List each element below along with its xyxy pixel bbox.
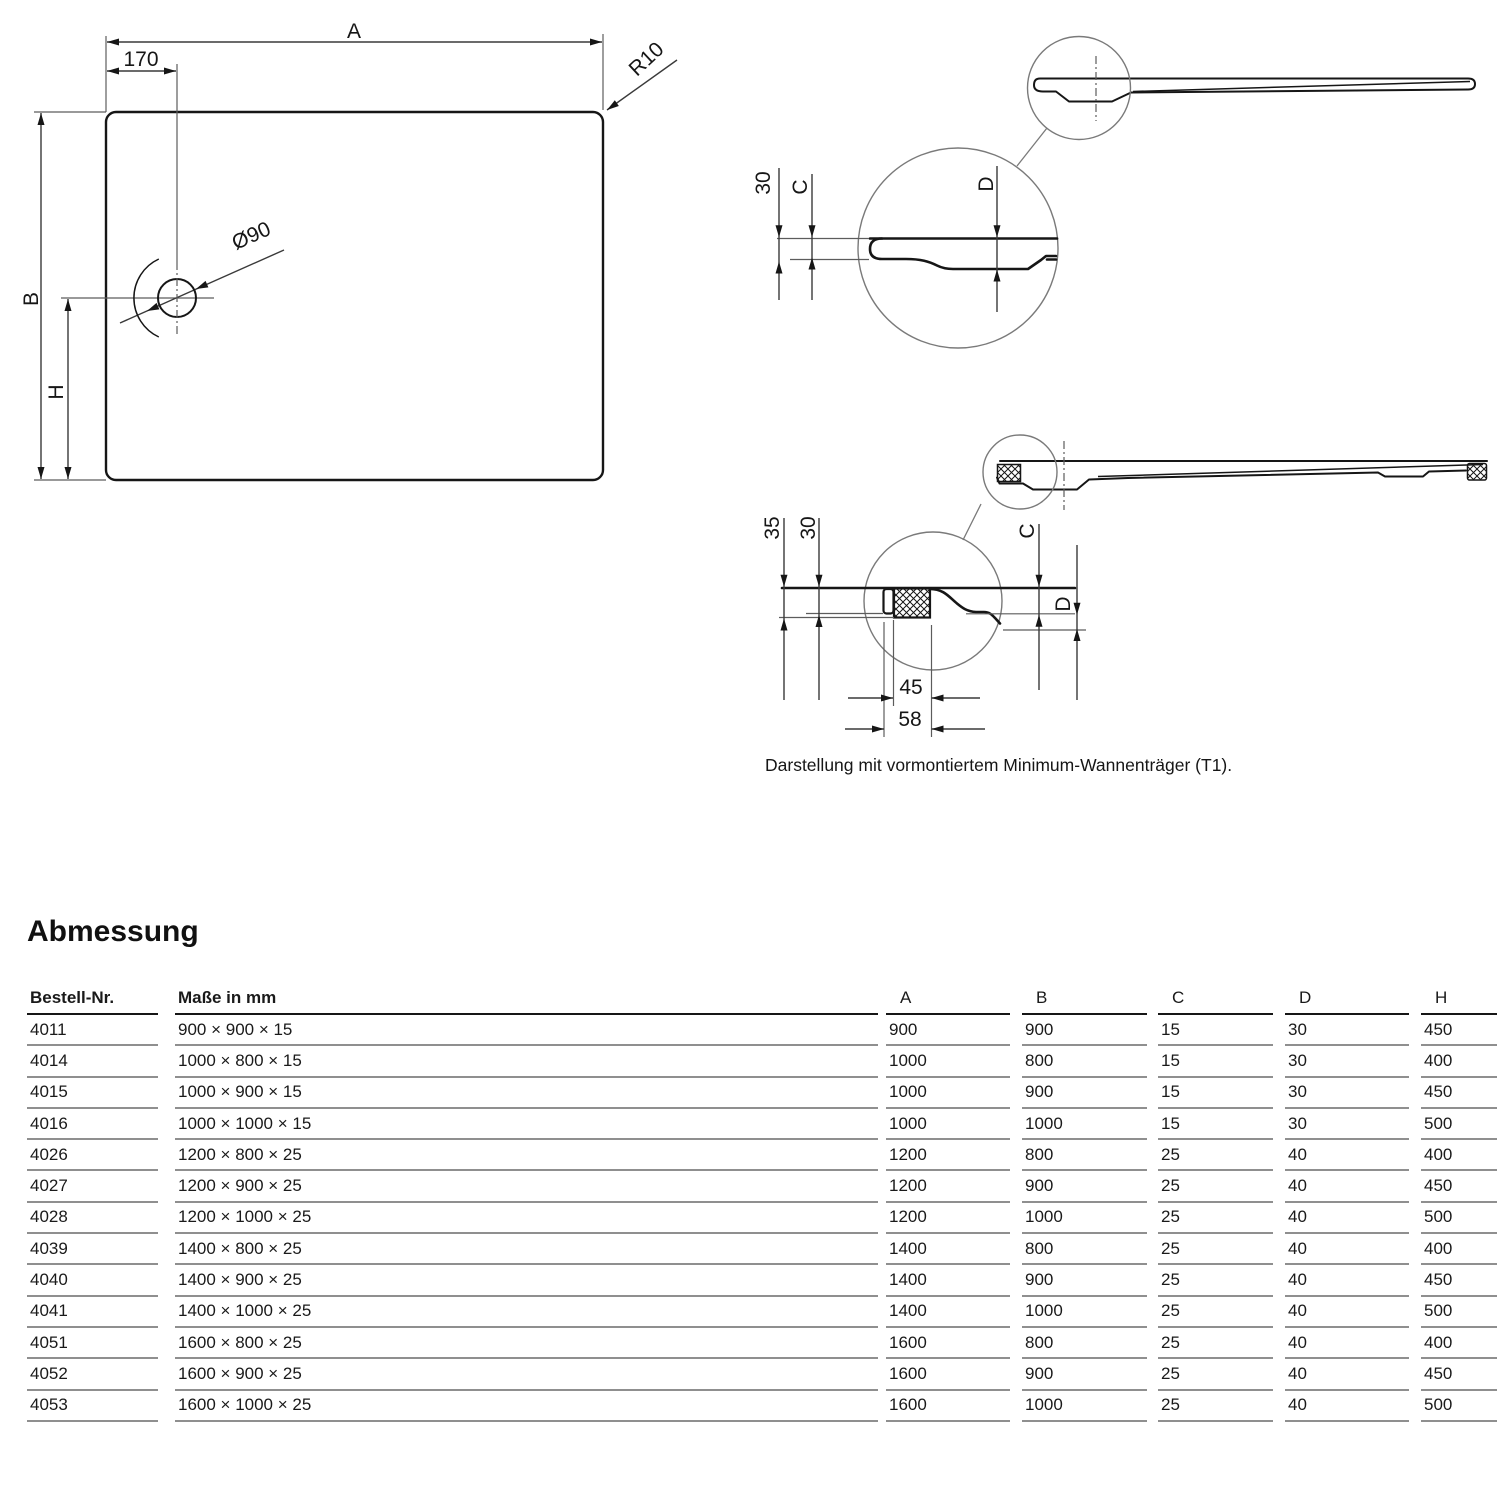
tray-profile: [1034, 79, 1475, 102]
table-cell: 25: [1158, 1203, 1273, 1234]
table-cell: 25: [1158, 1140, 1273, 1171]
magnified-edge-profile: [870, 239, 1057, 270]
table-cell: 1200 × 800 × 25: [175, 1140, 878, 1171]
table-cell: 25: [1158, 1265, 1273, 1296]
s2-extension-lines: [779, 614, 1086, 738]
table-cell: 4041: [27, 1297, 158, 1328]
table-cell: 40: [1285, 1328, 1409, 1359]
table-row: [27, 1359, 1497, 1390]
table-cell: 30: [1285, 1015, 1409, 1046]
table-cell: 1200: [886, 1171, 1010, 1202]
column-header-d: D: [1285, 985, 1409, 1015]
s2-dim-label-d: D: [1052, 596, 1075, 612]
table-cell: 4028: [27, 1203, 158, 1234]
detail-circle-large: [858, 148, 1058, 348]
plan-arrowheads: [38, 39, 619, 480]
table-cell: 4053: [27, 1391, 158, 1422]
table-cell: 1000: [886, 1109, 1010, 1140]
dimensions-section: [0, 915, 1500, 1422]
table-cell: 800: [1022, 1046, 1147, 1077]
column-header-bestell-nr: Bestell-Nr.: [27, 985, 158, 1015]
table-cell: 25: [1158, 1234, 1273, 1265]
table-cell: 4026: [27, 1140, 158, 1171]
table-cell: 1000 × 1000 × 15: [175, 1109, 878, 1140]
table-cell: 1000 × 900 × 15: [175, 1078, 878, 1109]
table-cell: 1000 × 800 × 15: [175, 1046, 878, 1077]
table-cell: 450: [1421, 1359, 1497, 1390]
table-cell: 500: [1421, 1109, 1497, 1140]
table-cell: 4040: [27, 1265, 158, 1296]
table-row: [27, 1265, 1497, 1296]
table-cell: 40: [1285, 1203, 1409, 1234]
table-cell: 500: [1421, 1391, 1497, 1422]
s1-extension-lines: [777, 239, 869, 260]
s2-dim-label-30: 30: [797, 516, 820, 540]
table-cell: 25: [1158, 1391, 1273, 1422]
dim-label-b: B: [20, 291, 43, 307]
table-cell: 15: [1158, 1078, 1273, 1109]
table-cell: 1600 × 900 × 25: [175, 1359, 878, 1390]
table-cell: 400: [1421, 1140, 1497, 1171]
table-cell: 1600 × 800 × 25: [175, 1328, 878, 1359]
section-view-support: [761, 435, 1487, 737]
table-cell: 25: [1158, 1328, 1273, 1359]
table-cell: 450: [1421, 1078, 1497, 1109]
table-cell: 900: [886, 1015, 1010, 1046]
table-header-row: [27, 985, 1497, 1015]
table-cell: 1600: [886, 1391, 1010, 1422]
support-block-left: [998, 465, 1021, 482]
support-block-right: [1468, 464, 1487, 481]
dim-label-r10: R10: [624, 37, 669, 81]
detail-connector: [1017, 128, 1047, 166]
table-cell: 1400 × 800 × 25: [175, 1234, 878, 1265]
dimension-table: [27, 985, 1497, 1422]
table-cell: 30: [1285, 1078, 1409, 1109]
table-cell: 900: [1022, 1265, 1147, 1296]
table-cell: 1200 × 1000 × 25: [175, 1203, 878, 1234]
table-cell: 1600 × 1000 × 25: [175, 1391, 878, 1422]
table-cell: 40: [1285, 1265, 1409, 1296]
table-cell: 900: [1022, 1078, 1147, 1109]
column-header-masse: Maße in mm: [175, 985, 878, 1015]
s1-dim-label-d: D: [975, 176, 998, 192]
table-cell: 40: [1285, 1391, 1409, 1422]
table-cell: 1400 × 1000 × 25: [175, 1297, 878, 1328]
table-cell: 1400: [886, 1234, 1010, 1265]
table-cell: 40: [1285, 1359, 1409, 1390]
dim-label-170: 170: [123, 48, 159, 71]
table-cell: 400: [1421, 1234, 1497, 1265]
table-row: [27, 1078, 1497, 1109]
table-cell: 4051: [27, 1328, 158, 1359]
table-cell: 1200 × 900 × 25: [175, 1171, 878, 1202]
table-row: [27, 1203, 1497, 1234]
s2-dim-label-c: C: [1016, 523, 1039, 539]
table-cell: 450: [1421, 1265, 1497, 1296]
table-cell: 4027: [27, 1171, 158, 1202]
table-cell: 450: [1421, 1015, 1497, 1046]
s1-arrowheads: [776, 225, 1001, 281]
table-cell: 450: [1421, 1171, 1497, 1202]
plan-view: [20, 20, 677, 480]
table-row: [27, 1297, 1497, 1328]
table-row: [27, 1015, 1497, 1046]
table-cell: 4039: [27, 1234, 158, 1265]
support-block-magnified: [894, 589, 930, 618]
detail-circle-large: [864, 532, 1002, 670]
tray-edge: [884, 589, 894, 614]
table-cell: 1600: [886, 1328, 1010, 1359]
s1-dim-label-30: 30: [752, 171, 775, 195]
table-cell: 1000: [1022, 1297, 1147, 1328]
table-cell: 4015: [27, 1078, 158, 1109]
table-cell: 900 × 900 × 15: [175, 1015, 878, 1046]
table-cell: 500: [1421, 1297, 1497, 1328]
table-cell: 40: [1285, 1234, 1409, 1265]
table-row: [27, 1046, 1497, 1077]
table-cell: 800: [1022, 1328, 1147, 1359]
table-cell: 500: [1421, 1203, 1497, 1234]
table-row: [27, 1391, 1497, 1422]
table-cell: 900: [1022, 1015, 1147, 1046]
table-cell: 1400: [886, 1297, 1010, 1328]
table-cell: 30: [1285, 1109, 1409, 1140]
table-cell: 4014: [27, 1046, 158, 1077]
table-row: [27, 1140, 1497, 1171]
tray-profile-bottom: [997, 471, 1466, 490]
table-cell: 400: [1421, 1328, 1497, 1359]
table-cell: 1000: [1022, 1391, 1147, 1422]
table-cell: 400: [1421, 1046, 1497, 1077]
table-cell: 800: [1022, 1140, 1147, 1171]
s2-dim-label-35: 35: [761, 516, 784, 540]
table-cell: 25: [1158, 1171, 1273, 1202]
table-cell: 800: [1022, 1234, 1147, 1265]
column-header-b: B: [1022, 985, 1147, 1015]
plan-extension-lines: [34, 34, 603, 480]
section-title: Abmessung: [27, 915, 199, 948]
table-cell: 900: [1022, 1171, 1147, 1202]
dim-label-h: H: [45, 384, 68, 400]
table-cell: 4011: [27, 1015, 158, 1046]
plan-dimension-lines: [41, 42, 677, 479]
table-cell: 30: [1285, 1046, 1409, 1077]
detail-circle-small: [1028, 37, 1131, 140]
s2-dim-label-45: 45: [899, 676, 923, 699]
detail-connector: [963, 504, 981, 540]
table-cell: 15: [1158, 1015, 1273, 1046]
table-cell: 1200: [886, 1203, 1010, 1234]
column-header-h: H: [1421, 985, 1497, 1015]
table-cell: 900: [1022, 1359, 1147, 1390]
s2-dim-label-58: 58: [898, 708, 922, 731]
s1-dim-label-c: C: [789, 179, 812, 195]
column-header-a: A: [886, 985, 1010, 1015]
table-row: [27, 1234, 1497, 1265]
table-cell: 4016: [27, 1109, 158, 1140]
section-view-top: [752, 37, 1475, 349]
s2-dimension-lines: [784, 518, 1077, 729]
table-cell: 15: [1158, 1109, 1273, 1140]
drawing-caption: Darstellung mit vormontiertem Minimum-Wannenträger (T1).: [765, 755, 1233, 775]
table-cell: 1000: [1022, 1203, 1147, 1234]
dimension-table-body: [27, 1015, 1497, 1422]
table-row: [27, 1109, 1497, 1140]
table-row: [27, 1171, 1497, 1202]
table-cell: 40: [1285, 1297, 1409, 1328]
table-cell: 25: [1158, 1297, 1273, 1328]
table-cell: 1200: [886, 1140, 1010, 1171]
table-cell: 40: [1285, 1171, 1409, 1202]
table-cell: 15: [1158, 1046, 1273, 1077]
table-row: [27, 1328, 1497, 1359]
dim-label-diameter: Ø90: [228, 217, 275, 255]
table-cell: 25: [1158, 1359, 1273, 1390]
table-cell: 40: [1285, 1140, 1409, 1171]
column-header-c: C: [1158, 985, 1273, 1015]
dim-label-a: A: [346, 20, 362, 43]
table-cell: 1000: [1022, 1109, 1147, 1140]
magnified-support-profile: [782, 588, 1075, 624]
table-cell: 1000: [886, 1078, 1010, 1109]
table-cell: 1000: [886, 1046, 1010, 1077]
table-cell: 1400 × 900 × 25: [175, 1265, 878, 1296]
table-cell: 1400: [886, 1265, 1010, 1296]
table-cell: 4052: [27, 1359, 158, 1390]
table-cell: 1600: [886, 1359, 1010, 1390]
